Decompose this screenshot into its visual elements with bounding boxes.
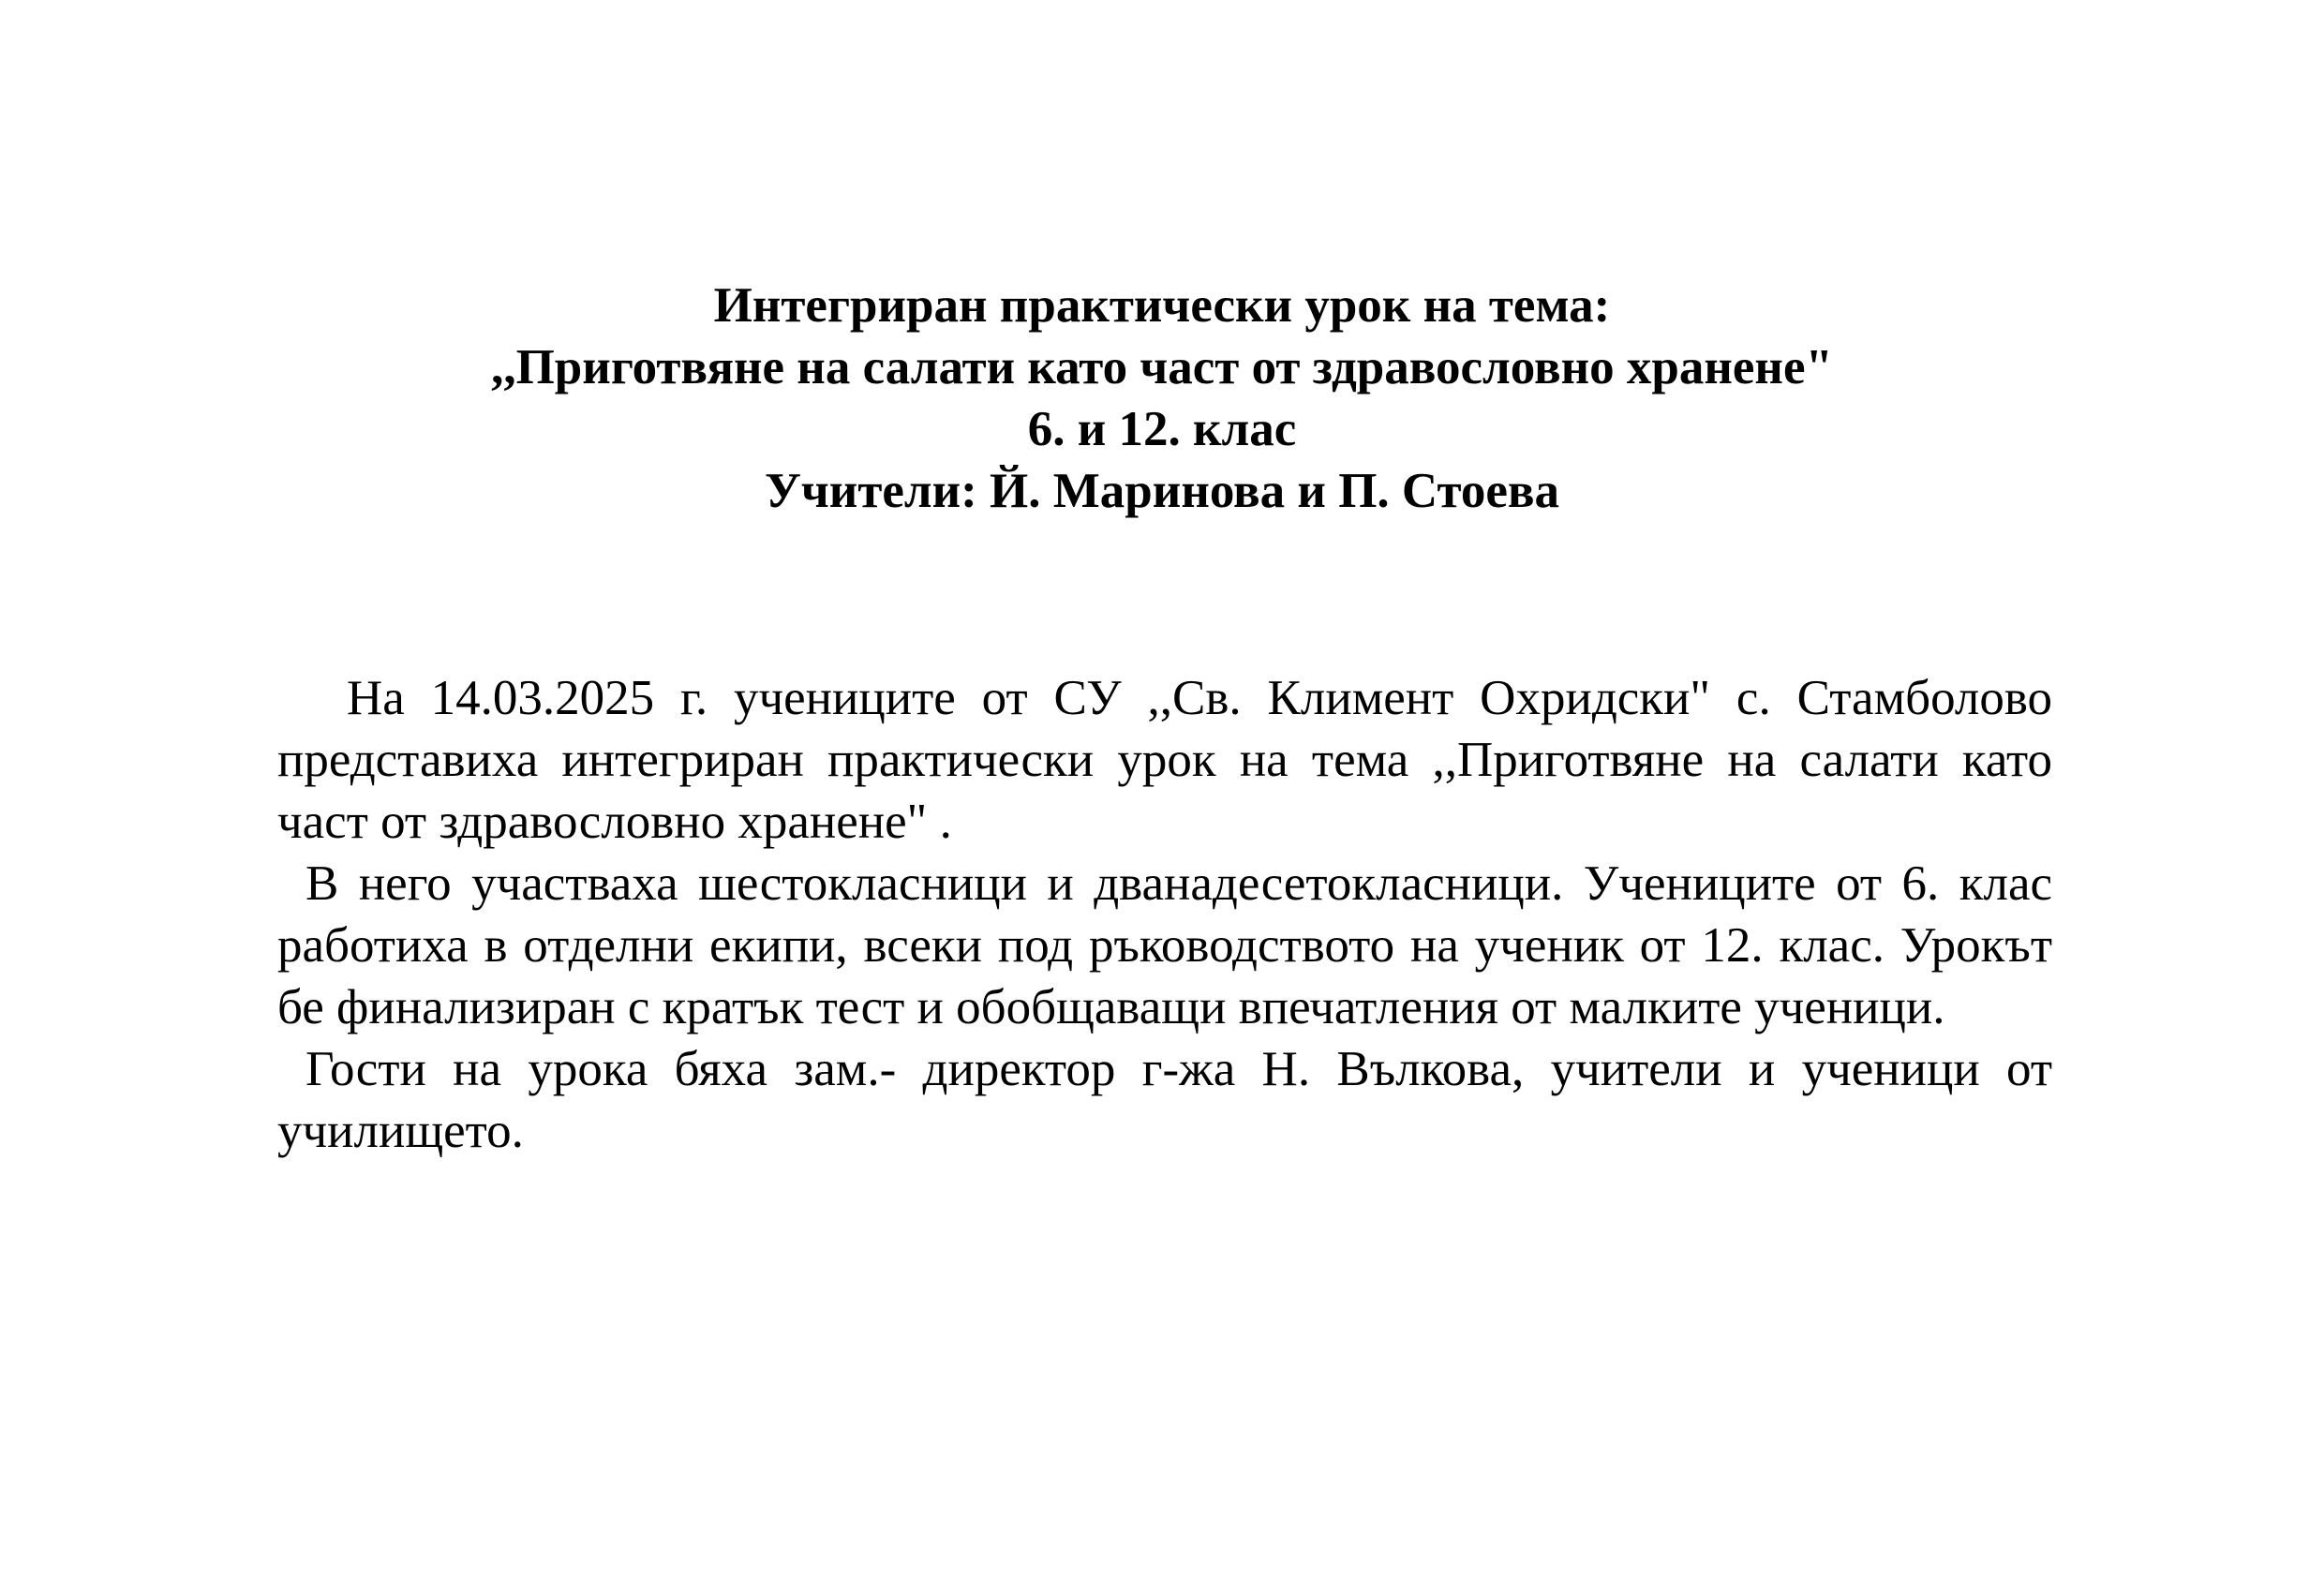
document-heading	[0, 275, 2324, 522]
document-body	[277, 667, 2052, 1162]
heading-teachers: Учители: Й. Маринова и П. Стоева	[765, 464, 1559, 518]
paragraph-event: На 14.03.2025 г. учениците от СУ ,,Св. Климент Охридски" с. Стамболово представиха интегриран практически урок на тема ,,Приготвяне на салати като част от здравословно хранене" .	[277, 671, 2052, 849]
heading-topic: ,,Приготвяне на салати като част от здравословно хранене"	[491, 340, 1833, 394]
heading-title: Интегриран практически урок на тема:	[713, 278, 1611, 333]
paragraph-guests: Гости на урока бяха зам.- директор г-жа Н. Вълкова, учители и ученици от училището.	[277, 1042, 2052, 1158]
heading-grades: 6. и 12. клас	[1027, 402, 1297, 456]
paragraph-participants: В него участваха шестокласници и дванадесетокласници. Учениците от 6. клас работиха в отделни екипи, всеки под ръководството на ученик от 12. клас. Урокът бе финализиран с кратък тест и обобщаващи впечатления от малките ученици.	[277, 856, 2052, 1034]
